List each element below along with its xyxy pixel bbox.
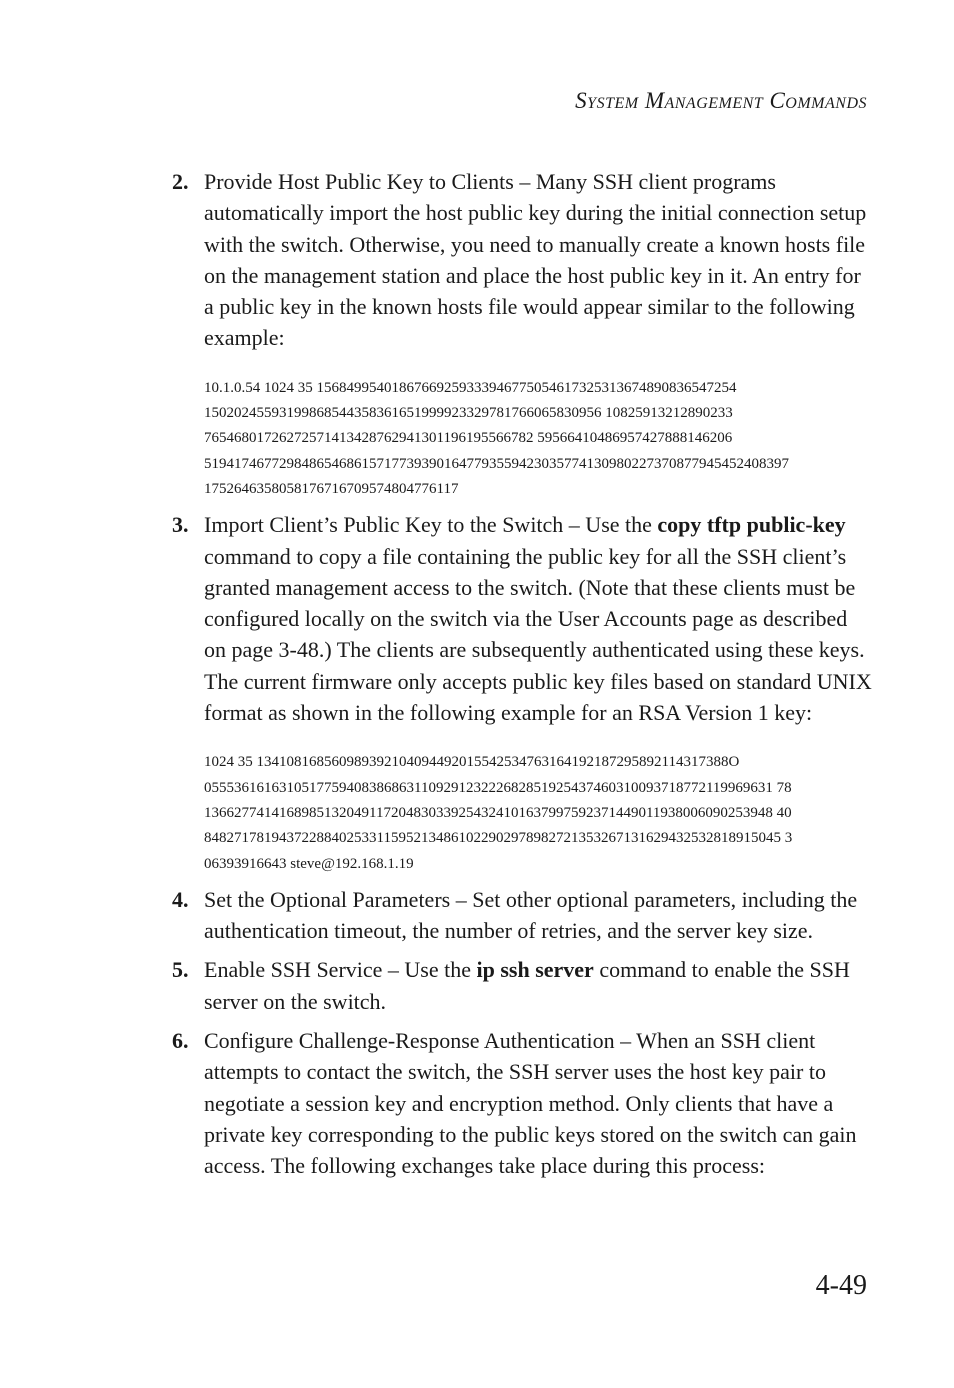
step-text-post: command to enable the SSH server on the switch.: [204, 957, 850, 1014]
host-key-line: 1752646358058176716709574804776117: [204, 480, 459, 497]
page-content: [172, 166, 872, 1182]
command-name: copy tftp public-key: [657, 512, 846, 538]
step-number: 3.: [172, 512, 189, 538]
step-number: 4.: [172, 886, 189, 912]
host-key-line: 10.1.0.54 1024 35 15684995401867669259333946775054617325313674890836547254: [204, 379, 737, 396]
step-text-post: command to copy a file containing the public key for all the SSH client’s granted management access to the switch. (Note that these clients must be configured locally on the switch via the User Accounts page as described on page 3-48.) The clients are subsequently authenticated using these keys. The current firmware only accepts public key files based on standard UNIX format as shown in the following example for an RSA Version 1 key:: [204, 543, 872, 726]
step-6: [172, 1025, 872, 1181]
step-text: Configure Challenge-Response Authentication – When an SSH client attempts to contact the switch, the SSH server uses the host key pair to negotiate a session key and encryption method. Only clients that have a private key corresponding to the public keys stored on the switch can gain access. The following exchanges take place during this process:: [204, 1028, 857, 1179]
client-key-line: 06393916643 steve@192.168.1.19: [204, 855, 414, 872]
client-key-line: 84827178194372288402533115952134861022902978982721353267131629432532818915045 3: [204, 830, 793, 847]
step-2: [172, 166, 872, 354]
host-key-line: 519417467729848654686157177393901647793559423035774130980227370877945452408397: [204, 455, 789, 472]
step-3: [172, 509, 872, 728]
step-text: Provide Host Public Key to Clients – Many SSH client programs automatically import the host public key during the initial connection setup with the switch. Otherwise, you need to manually create a known hosts file on the management station and place the host public key in it. An entry for a public key in the known hosts file would appear similar to the following example:: [204, 169, 867, 351]
host-key-line: 76546801726272571413428762941301196195566782 59566410486957427888146206: [204, 430, 733, 447]
step-text: Set the Optional Parameters – Set other optional parameters, including the authentication timeout, the number of retries, and the server key size.: [204, 886, 858, 944]
step-5: [172, 954, 872, 1017]
client-key-line: 1024 35 134108168560989392104094492015542534763164192187295892114317388O: [204, 754, 740, 771]
client-key-line: 1366277414168985132049117204830339254324101637997592371449011938006090253948 40: [204, 804, 792, 821]
page-number: 4-49: [815, 1270, 867, 1301]
host-key-example: [172, 376, 872, 502]
running-header: System Management Commands: [575, 88, 867, 113]
client-key-example: [172, 750, 872, 876]
step-number: 5.: [172, 957, 189, 983]
command-name: ip ssh server: [476, 957, 594, 983]
host-key-line: 15020245593199868544358361651999923329781766065830956 10825913212890233: [204, 405, 733, 422]
step-number: 2.: [172, 169, 189, 194]
step-4: [172, 884, 872, 947]
step-text: [204, 954, 872, 1017]
step-text-pre: Enable SSH Service – Use the: [204, 957, 477, 983]
client-key-line: 0555361616310517759408386863110929123222682851925437460310093718772119969631 78: [204, 779, 792, 796]
step-text-pre: Import Client’s Public Key to the Switch – Use the: [204, 512, 658, 538]
step-text: [204, 509, 872, 728]
step-number: 6.: [172, 1028, 189, 1054]
